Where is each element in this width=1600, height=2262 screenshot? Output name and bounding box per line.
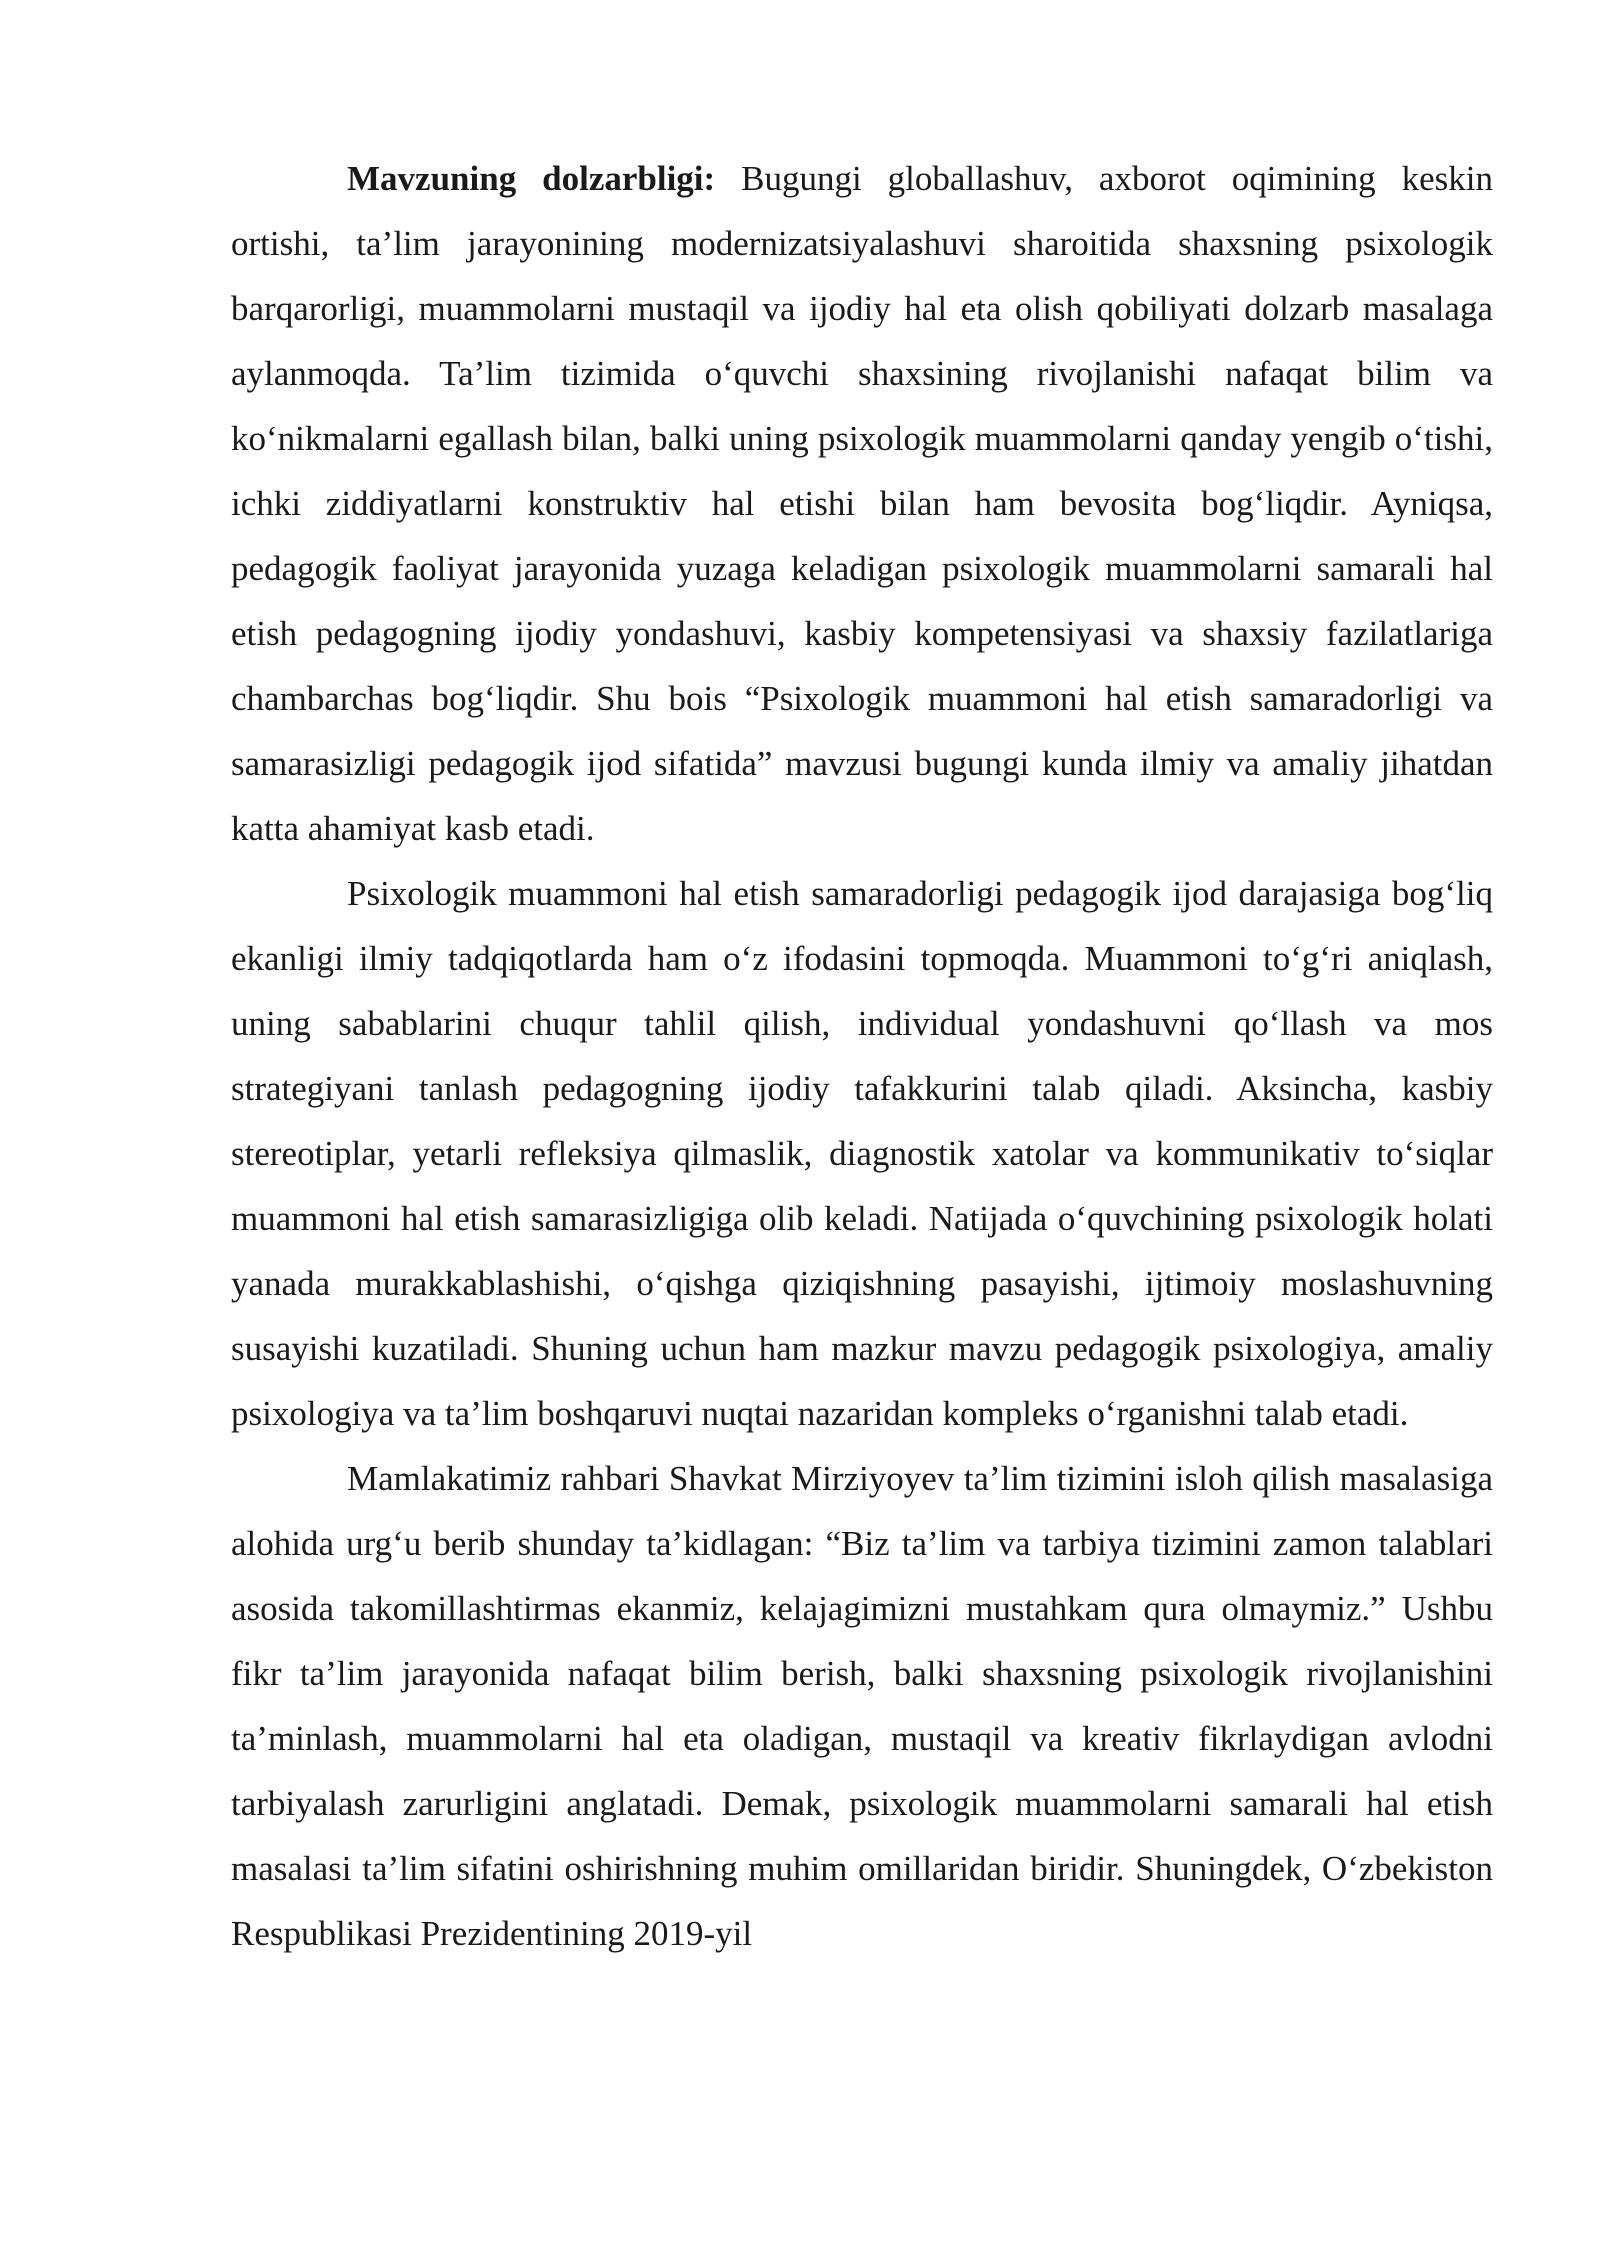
paragraph-president-quote [231, 1446, 1493, 1966]
paragraph-text: Mamlakatimiz rahbari Shavkat Mirziyoyev ta’lim tizimini isloh qilish masalasiga alohida urg‘u berib shunday ta’kidlagan: “Biz ta’lim va tarbiya tizimini zamon talablari asosida takomillashtirmas ekanmiz, kelajagimizni mustahkam qura olmaymiz.” Ushbu fikr ta’lim jarayonida nafaqat bilim berish, balki shaxsning psixologik rivojlanishini ta’minlash, muammolarni hal eta oladigan, mustaqil va kreativ fikrlaydigan avlodni tarbiyalash zarurligini anglatadi. Demak, psixologik muammolarni samarali hal etish masalasi ta’lim sifatini oshirishning muhim omillaridan biridir. Shuningdek, O‘zbekiston Respublikasi Prezidentining 2019-yil [231, 1459, 1493, 1953]
paragraph-lead-heading: Mavzuning dolzarbligi: [347, 159, 716, 198]
document-page [231, 146, 1493, 1966]
paragraph-relevance [231, 146, 1493, 861]
paragraph-text: Psixologik muammoni hal etish samaradorligi pedagogik ijod darajasiga bog‘liq ekanligi ilmiy tadqiqotlarda ham o‘z ifodasini topmoqda. Muammoni to‘g‘ri aniqlash, uning sabablarini chuqur tahlil qilish, individual yondashuvni qo‘llash va mos strategiyani tanlash pedagogning ijodiy tafakkurini talab qiladi. Aksincha, kasbiy stereotiplar, yetarli refleksiya qilmaslik, diagnostik xatolar va kommunikativ to‘siqlar muammoni hal etish samarasizligiga olib keladi. Natijada o‘quvchining psixologik holati yanada murakkablashishi, o‘qishga qiziqishning pasayishi, ijtimoiy moslashuvning susayishi kuzatiladi. Shuning uchun ham mazkur mavzu pedagogik psixologiya, amaliy psixologiya va ta’lim boshqaruvi nuqtai nazaridan kompleks o‘rganishni talab etadi. [231, 874, 1493, 1433]
paragraph-effectiveness [231, 861, 1493, 1446]
paragraph-text: Bugungi globallashuv, axborot oqimining keskin ortishi, ta’lim jarayonining modernizatsiyalashuvi sharoitida shaxsning psixologik barqarorligi, muammolarni mustaqil va ijodiy hal eta olish qobiliyati dolzarb masalaga aylanmoqda. Ta’lim tizimida o‘quvchi shaxsining rivojlanishi nafaqat bilim va ko‘nikmalarni egallash bilan, balki uning psixologik muammolarni qanday yengib o‘tishi, ichki ziddiyatlarni konstruktiv hal etishi bilan ham bevosita bog‘liqdir. Ayniqsa, pedagogik faoliyat jarayonida yuzaga keladigan psixologik muammolarni samarali hal etish pedagogning ijodiy yondashuvi, kasbiy kompetensiyasi va shaxsiy fazilatlariga chambarchas bog‘liqdir. Shu bois “Psixologik muammoni hal etish samaradorligi va samarasizligi pedagogik ijod sifatida” mavzusi bugungi kunda ilmiy va amaliy jihatdan katta ahamiyat kasb etadi. [231, 159, 1493, 848]
